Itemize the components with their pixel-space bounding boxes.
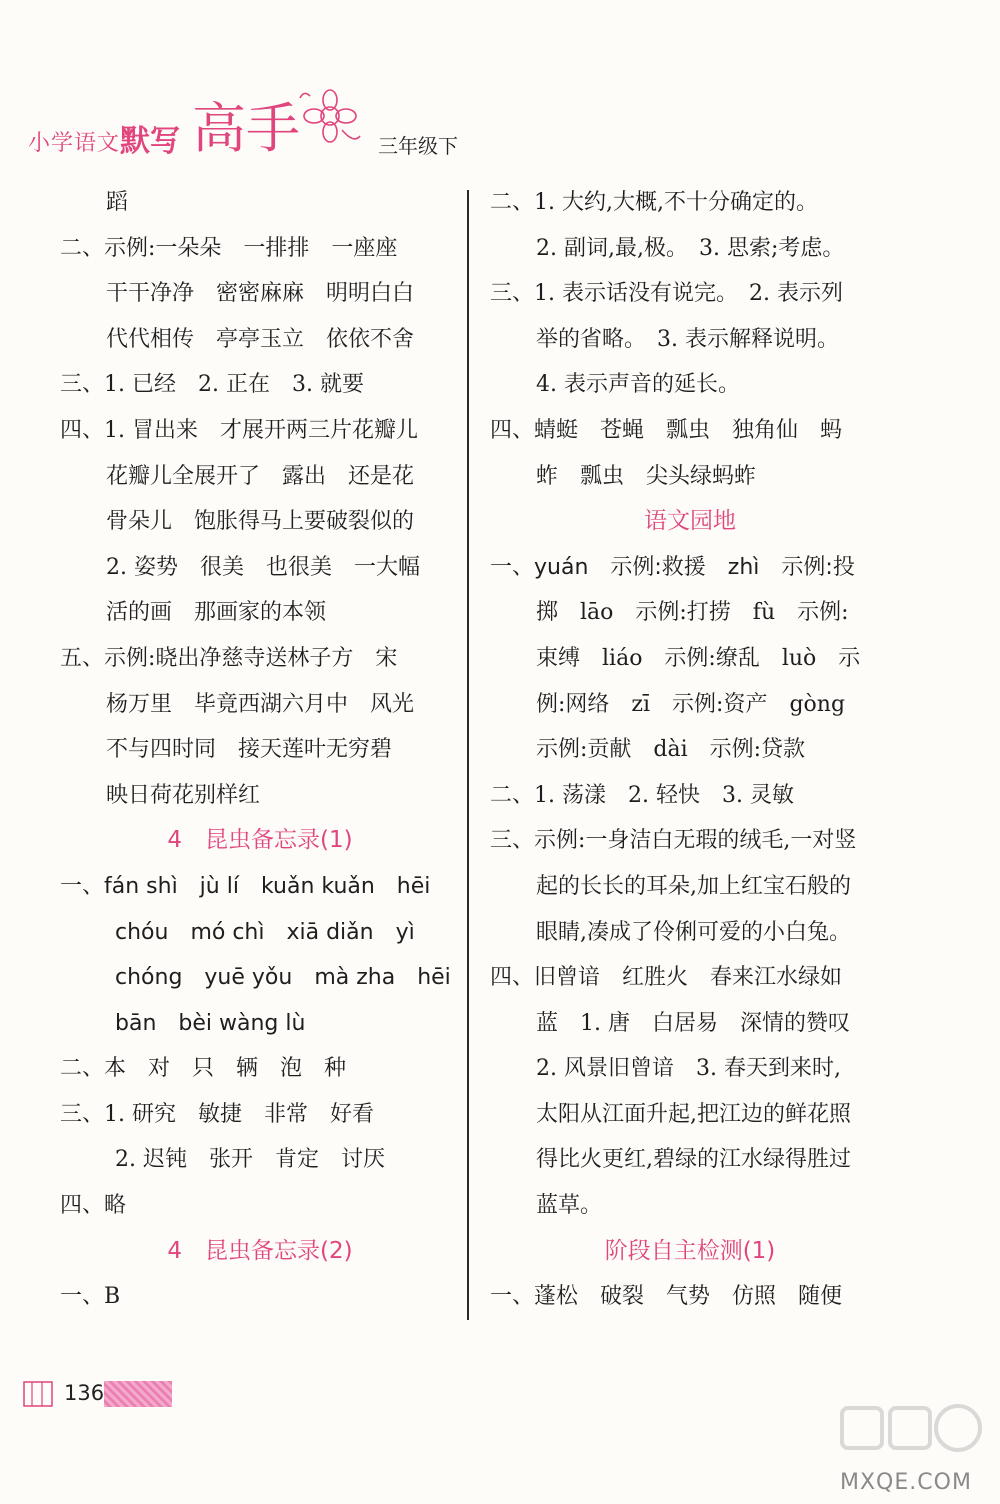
answer-line: 2. 副词,最,极。 3. 思索;考虑。: [536, 235, 845, 261]
answer-line: 四、1. 冒出来 才展开两三片花瓣儿: [60, 417, 418, 443]
answer-line: 一、蓬松 破裂 气势 仿照 随便: [490, 1284, 843, 1310]
answer-line: 二、1. 大约,大概,不十分确定的。: [490, 190, 818, 215]
answer-line: 蓝草。: [536, 1193, 603, 1219]
answer-line: 一、yuán 示例:救援 zhì 示例:投: [490, 554, 855, 580]
left-column: [60, 180, 460, 1320]
page-number: 136: [64, 1381, 105, 1405]
answer-line: 三、1. 表示话没有说完。 2. 表示列: [490, 281, 843, 307]
answer-line: 太阳从江面升起,把江边的鲜花照: [536, 1101, 851, 1127]
answer-line: 花瓣儿全展开了 露出 还是花: [106, 463, 415, 489]
answer-line: 一、fán shì jù lí kuǎn kuǎn hēi: [60, 873, 431, 899]
brand-small-text: 小学语文: [28, 131, 121, 156]
brand-big-text: 高手: [192, 97, 300, 160]
answer-line: 2. 姿势 很美 也很美 一大幅: [106, 554, 420, 580]
answer-line: chóu mó chì xiā diǎn yì: [115, 919, 415, 945]
answer-line: 示例:贡献 dài 示例:贷款: [536, 737, 806, 763]
footer-pink-bar: [104, 1381, 172, 1407]
flower-decoration-icon: [290, 86, 370, 156]
answer-line: 四、略: [60, 1193, 127, 1219]
answer-line: 杨万里 毕竟西湖六月中 风光: [106, 691, 415, 717]
section-heading: 4 昆虫备忘录(2): [167, 1237, 353, 1264]
answer-line: bān bèi wàng lù: [115, 1010, 306, 1036]
answer-line: 四、旧曾谙 红胜火 春来江水绿如: [490, 965, 843, 991]
answer-line: 蓝 1. 唐 白居易 深情的赞叹: [536, 1010, 850, 1036]
section-heading: 阶段自主检测(1): [604, 1237, 776, 1264]
answer-line: 三、1. 已经 2. 正在 3. 就要: [60, 372, 364, 398]
answer-line: 4. 表示声音的延长。: [536, 372, 740, 398]
answer-line: 束缚 liáo 示例:缭乱 luò 示: [536, 645, 861, 671]
answer-line: 2. 风景旧曾谙 3. 春天到来时,: [536, 1056, 841, 1082]
column-divider: [467, 190, 469, 1320]
answer-line: 蚱 瓢虫 尖头绿蚂蚱: [536, 463, 757, 489]
answer-line: 四、蜻蜓 苍蝇 瓢虫 独角仙 蚂: [490, 417, 843, 443]
answer-line: 代代相传 亭亭玉立 依依不舍: [106, 326, 415, 352]
watermark-text: MXQE.COM: [840, 1470, 972, 1495]
brand-mid-text: 默写: [120, 124, 180, 159]
answer-line: 骨朵儿 饱胀得马上要破裂似的: [106, 509, 415, 535]
answer-line: chóng yuē yǒu mà zha hēi: [115, 965, 451, 991]
answer-line: 眼睛,凑成了伶俐可爱的小白兔。: [536, 919, 851, 945]
answer-line: 2. 迟钝 张开 肯定 讨厌: [115, 1147, 385, 1173]
answer-line: 二、1. 荡漾 2. 轻快 3. 灵敏: [490, 782, 794, 808]
grade-label: 三年级下: [378, 134, 458, 158]
answer-line: 不与四时同 接天莲叶无穷碧: [106, 737, 393, 763]
answer-line: 活的画 那画家的本领: [106, 600, 327, 626]
answer-line: 干干净净 密密麻麻 明明白白: [106, 281, 415, 307]
section-heading: 4 昆虫备忘录(1): [167, 827, 353, 854]
right-column: [490, 180, 890, 1320]
answer-line: 五、示例:晓出净慈寺送林子方 宋: [60, 645, 398, 671]
answer-line: 蹈: [106, 190, 129, 215]
answer-line: 一、B: [60, 1284, 121, 1310]
answer-line: 二、本 对 只 辆 泡 种: [60, 1056, 347, 1082]
answer-line: 例:网络 zī 示例:资产 gòng: [536, 691, 846, 717]
section-heading: 语文园地: [644, 508, 736, 535]
answer-line: 三、1. 研究 敏捷 非常 好看: [60, 1101, 374, 1127]
answer-line: 举的省略。 3. 表示解释说明。: [536, 326, 839, 352]
answer-line: 映日荷花别样红: [106, 782, 261, 808]
answer-line: 得比火更红,碧绿的江水绿得胜过: [536, 1147, 851, 1173]
answer-line: 三、示例:一身洁白无瑕的绒毛,一对竖: [490, 828, 857, 854]
answer-line: 二、示例:一朵朵 一排排 一座座: [60, 235, 398, 261]
answer-line: 起的长长的耳朵,加上红宝石般的: [536, 873, 851, 899]
page-header: [28, 86, 548, 166]
answer-line: 掷 lāo 示例:打捞 fù 示例:: [536, 600, 849, 626]
footer-bookmark-icon: [22, 1378, 56, 1410]
